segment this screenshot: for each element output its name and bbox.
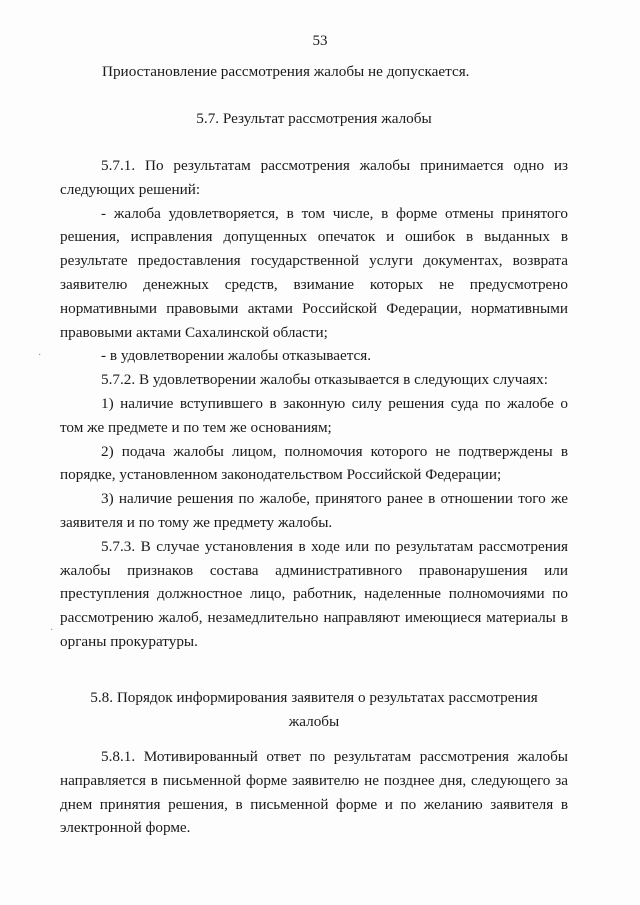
intro-block bbox=[60, 60, 568, 84]
intro-paragraph: Приостановление рассмотрения жалобы не допускается. bbox=[102, 63, 470, 80]
decision-option-refuse: - в удовлетворении жалобы отказывается. bbox=[101, 347, 372, 365]
paragraph-5-7-2: 5.7.2. В удовлетворении жалобы отказывается в следующих случаях: bbox=[101, 371, 548, 389]
section-5-7-heading-block bbox=[60, 107, 568, 131]
section-5-8-heading-block bbox=[60, 686, 568, 734]
scan-speck: · bbox=[38, 350, 42, 361]
paragraph-5-7-1: 5.7.1. По результатам рассмотрения жалобы принимается одно из следующих решений: bbox=[60, 157, 568, 198]
section-heading: 5.7. Результат рассмотрения жалобы bbox=[196, 110, 432, 127]
paragraph-5-8-1: 5.8.1. Мотивированный ответ по результатам рассмотрения жалобы направляется в письменной форме заявителю не позднее дня, следующего за днем принятия решения, в письменной форме и по желанию заявителя в электронной форме. bbox=[60, 748, 568, 837]
section-heading: 5.8. Порядок информирования заявителя о результатах рассмотрения bbox=[90, 689, 538, 706]
refusal-case-2: 2) подача жалобы лицом, полномочия которого не подтверждены в порядке, установленном законодательством Российской Федерации; bbox=[60, 442, 568, 484]
section-5-8-body bbox=[60, 745, 568, 840]
refusal-case-1: 1) наличие вступившего в законную силу решения суда по жалобе о том же предмете и по тем же основаниям; bbox=[60, 394, 568, 436]
decision-option-satisfy: - жалоба удовлетворяется, в том числе, в форме отмены принятого решения, исправления допущенных опечаток и ошибок в выданных в результате предоставления государственной услуги документах, возврата заявителю денежных средств, взимание которых не предусмотрено нормативными правовыми актами Российской Федерации, нормативными правовыми актами Сахалинской области; bbox=[60, 204, 568, 341]
scan-speck: · bbox=[50, 625, 54, 636]
section-heading-continuation: жалобы bbox=[288, 712, 340, 730]
section-5-7-body bbox=[60, 154, 568, 654]
refusal-case-3: 3) наличие решения по жалобе, принятого ранее в отношении того же заявителя и по тому же предмету жалобы. bbox=[60, 490, 568, 531]
paragraph-5-7-3: 5.7.3. В случае установления в ходе или по результатам рассмотрения жалобы признаков состава административного правонарушения или преступления должностное лицо, работник, наделенные полномочиями по рассмотрению жалоб, незамедлительно направляют имеющиеся материалы в органы прокуратуры. bbox=[60, 537, 568, 650]
page-number: 53 bbox=[312, 33, 328, 49]
